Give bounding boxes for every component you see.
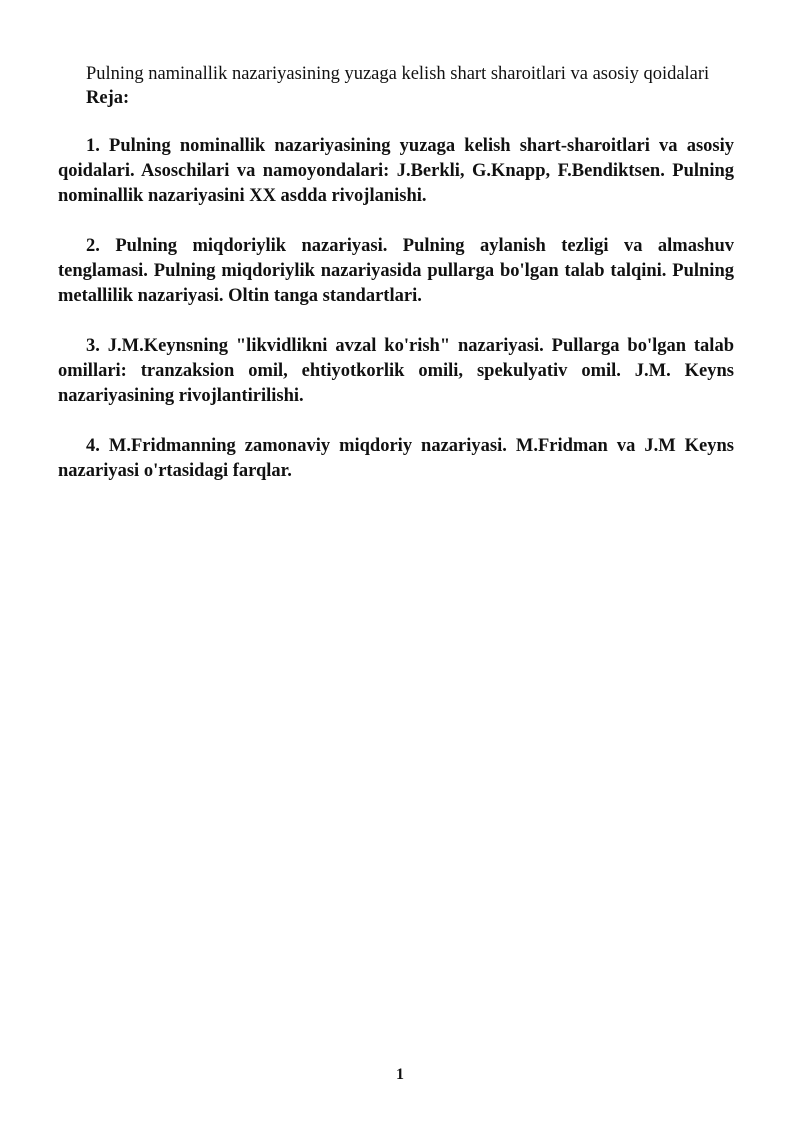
plan-item-2: 2. Pulning miqdoriylik nazariyasi. Pulning aylanish tezligi va almashuv tenglamasi. Pulning miqdoriylik nazariyasida pullarga bo'lgan talab talqini. Pulning metallilik nazariyasi. Oltin tanga standartlari. (58, 236, 734, 306)
document-title: Pulning naminallik nazariyasining yuzaga kelish shart sharoitlari va asosiy qoidalari (86, 64, 710, 84)
page-number: 1 (396, 1066, 404, 1083)
document-page (58, 62, 734, 509)
plan-item-4: 4. M.Fridmanning zamonaviy miqdoriy nazariyasi. M.Fridman va J.M Keyns nazariyasi o'rtasidagi farqlar. (58, 436, 734, 481)
plan-item-3: 3. J.M.Keynsning "likvidlikni avzal ko'rish" nazariyasi. Pullarga bo'lgan talab omillari: tranzaksion omil, ehtiyotkorlik omili, spekulyativ omil. J.M. Keyns nazariyasining rivojlantirilishi. (58, 336, 734, 406)
plan-heading: Reja: (86, 88, 130, 108)
plan-item-1: 1. Pulning nominallik nazariyasining yuzaga kelish shart-sharoitlari va asosiy qoidalari. Asoschilari va namoyondalari: J.Berkli, G.Knapp, F.Bendiktsen. Pulning nominallik nazariyasini XX asdda rivojlanishi. (58, 136, 734, 206)
